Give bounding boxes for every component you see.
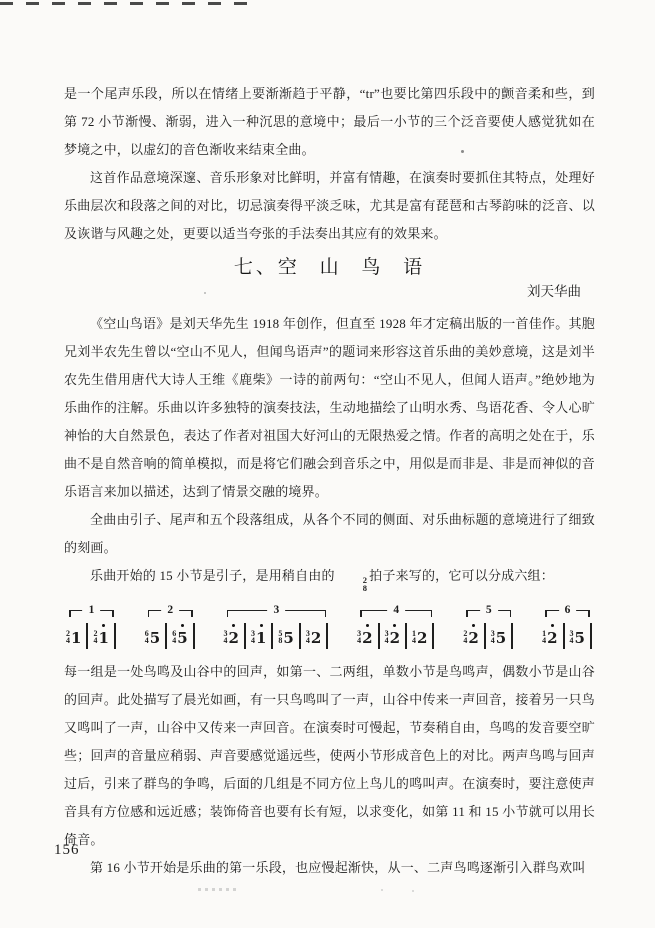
group-bracket	[545, 604, 590, 620]
measure	[222, 625, 241, 647]
measure-time-signature: 6 4	[172, 629, 177, 645]
paragraph-summary: 这首作品意境深邃、音乐形象对比鲜明，并富有情趣，在演奏时要抓住其特点，处理好乐曲层次和段落之间的对比，切忌演奏得平淡乏味，尤其是富有琵琶和古琴韵味的泛音、以及诙谐与风趣之处，更要以适当夸张的手法奏出其应有的效果来。	[64, 170, 595, 241]
jianpu-note-high-octave: 2	[468, 629, 479, 647]
measure-time-signature: 2 4	[93, 629, 98, 645]
jianpu-note-high-octave: 1	[98, 629, 109, 647]
intro-text-after: 拍子来写的，它可以分成六组：	[369, 568, 554, 583]
measure-time-signature: 3 4	[305, 629, 310, 645]
measure	[249, 625, 268, 647]
inline-time-signature	[337, 577, 367, 592]
measures-row	[540, 623, 595, 649]
measures-row	[222, 623, 332, 649]
measure	[540, 625, 559, 647]
measure-time-signature: 5 8	[278, 629, 283, 645]
notation-group	[540, 604, 595, 649]
measures-row	[64, 623, 119, 649]
jianpu-note-high-octave: 1	[255, 629, 267, 647]
group-number: 2	[161, 603, 179, 617]
measure-time-signature: 1 4	[412, 629, 416, 645]
scan-speck	[381, 889, 383, 891]
paragraph-groups-explain: 每一组是一处鸟鸣及山谷中的回声，如第一、二两组，单数小节是鸟鸣声，偶数小节是山谷的回声。此处描写了晨光如画，有一只鸟鸣叫了一声，山谷中传来一声回音，接着另一只鸟又鸣叫了一声，山谷中又传来一声回音。在演奏时可慢起，节奏稍自由，鸟鸣的发音要空旷些；回声的音量应稍弱、声音要感觉遥远些，使两小节形成音色上的对比。两声鸟鸣与回声过后，引来了群鸟的争鸣，后面的几组是不同方位上鸟儿的鸣叫声。在演奏时，要注意使声音具有方位感和远近感；装饰倚音也要有长有短，以求变化，如第 11 和 15 小节就可以用长倚音。	[64, 664, 595, 847]
jianpu-note-high-octave: 5	[177, 629, 188, 647]
group-bracket	[148, 604, 193, 620]
measure	[461, 625, 480, 647]
measure-time-signature: 3 4	[569, 629, 574, 645]
group-number: 4	[387, 603, 405, 617]
measure	[355, 625, 374, 647]
intro-text-before: 乐曲开始的 15 小节是引子，是用稍自由的	[90, 568, 335, 583]
measures-row	[461, 623, 516, 649]
measure	[304, 625, 323, 647]
jianpu-note: 5	[149, 629, 161, 647]
group-bracket	[360, 604, 432, 620]
composer-credit: 刘天华曲	[527, 284, 581, 299]
measure-time-signature: 3 4	[223, 629, 228, 645]
barline	[511, 623, 513, 649]
jianpu-note: 1	[71, 629, 82, 647]
measure-time-signature: 2 4	[463, 629, 468, 645]
jianpu-note: 2	[310, 629, 322, 647]
barline	[590, 623, 592, 649]
notation-group	[143, 604, 198, 649]
measure	[568, 625, 587, 647]
notation-group	[461, 604, 516, 649]
group-bracket	[227, 604, 327, 620]
measure-time-signature: 3 4	[357, 629, 362, 645]
barline	[114, 623, 116, 649]
scan-speck	[461, 150, 464, 153]
group-number: 1	[83, 603, 101, 617]
measures-row	[355, 623, 437, 649]
measure	[410, 625, 429, 647]
group-number: 6	[559, 603, 577, 617]
measure	[91, 625, 110, 647]
barline	[86, 623, 88, 649]
torn-edge-dashed-line	[0, 2, 248, 5]
barline	[271, 623, 273, 649]
jianpu-note-high-octave: 2	[362, 629, 373, 647]
paragraph-intro-lead	[64, 562, 595, 592]
measure-time-signature: 2 4	[66, 629, 70, 645]
measure	[143, 625, 162, 647]
page-number: 156	[54, 842, 80, 858]
measure-time-signature: 1 4	[542, 629, 547, 645]
measures-row	[143, 623, 198, 649]
jianpu-note-high-octave: 2	[389, 629, 400, 647]
measure	[489, 625, 508, 647]
group-bracket	[466, 604, 511, 620]
time-signature-denominator: 8	[362, 582, 368, 593]
measure	[170, 625, 189, 647]
paragraph-structure: 全曲由引子、尾声和五个段落组成，从各个不同的侧面、对乐曲标题的意境进行了细致的刻画。	[64, 512, 595, 555]
measure-time-signature: 3 4	[250, 629, 255, 645]
measure-time-signature: 3 4	[384, 629, 389, 645]
group-number: 3	[268, 603, 286, 617]
measure	[276, 625, 295, 647]
scan-smudge	[198, 888, 238, 891]
barline	[165, 623, 167, 649]
paragraph-coda: 是一个尾声乐段，所以在情绪上要渐渐趋于平静，“tr”也要比第四乐段中的颤音柔和些，到第 72 小节渐慢、渐弱，进入一种沉思的意境中；最后一小节的三个泛音要使人感觉犹如在梦境之中，以虚幻的音色渐收来结束全曲。	[64, 86, 595, 157]
scan-speck	[412, 890, 414, 892]
notation-group	[355, 604, 437, 649]
group-number: 5	[480, 603, 498, 617]
notation-group	[222, 604, 332, 649]
barline	[326, 623, 328, 649]
barline	[563, 623, 565, 649]
barline	[299, 623, 301, 649]
barline	[405, 623, 407, 649]
barline	[378, 623, 380, 649]
jianpu-note: 5	[495, 629, 507, 647]
page-content	[64, 80, 595, 882]
barline	[484, 623, 486, 649]
paragraph-first-section: 第 16 小节开始是乐曲的第一乐段，也应慢起渐快，从一、二声鸟鸣逐渐引入群鸟欢叫	[90, 860, 586, 875]
notation-group	[64, 604, 119, 649]
barline	[244, 623, 246, 649]
measure	[64, 625, 83, 647]
section-title: 七、空 山 鸟 语	[233, 257, 426, 278]
jianpu-note-high-octave: 2	[228, 629, 239, 647]
scan-speck	[204, 292, 206, 294]
group-bracket	[69, 604, 114, 620]
jianpu-note: 2	[417, 629, 428, 647]
jianpu-note-high-octave: 2	[547, 629, 558, 647]
notation-line	[64, 599, 595, 649]
jianpu-note: 5	[574, 629, 585, 647]
barline	[432, 623, 434, 649]
jianpu-note: 5	[283, 629, 294, 647]
measure-time-signature: 6 4	[144, 629, 149, 645]
paragraph-background: 《空山鸟语》是刘天华先生 1918 年创作，但直至 1928 年才定稿出版的一首佳作。其胞兄刘半农先生曾以“空山不见人，但闻鸟语声”的题词来形容这首乐曲的美妙意境，这是刘半农先生借用唐代大诗人王维《鹿柴》一诗的前两句：“空山不见人，但闻人语声。”绝妙地为乐曲作的注解。乐曲以许多独特的演奏技法，生动地描绘了山明水秀、鸟语花香、令人心旷神怡的大自然景色，表达了作者对祖国大好河山的无限热爱之情。作者的高明之处在于，乐曲不是自然音响的简单模拟，而是将它们融会到音乐之中，用似是而非是、非是而神似的音乐语言来加以描述，达到了情景交融的境界。	[64, 316, 595, 499]
measure	[383, 625, 402, 647]
time-signature-numerator: 2	[362, 575, 368, 585]
measure-time-signature: 3 4	[490, 629, 495, 645]
barline	[193, 623, 195, 649]
